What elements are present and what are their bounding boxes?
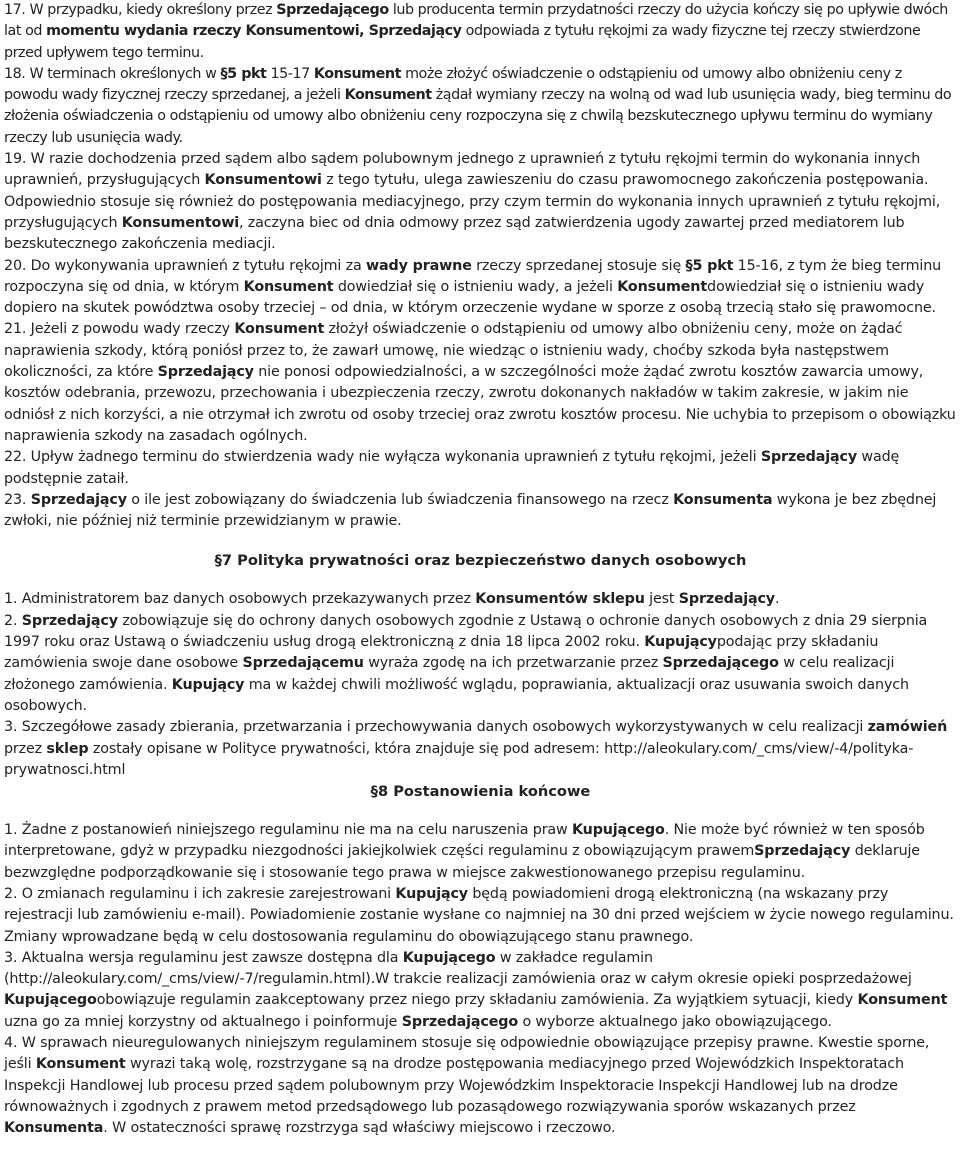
- bold-term: wady prawne: [366, 257, 472, 274]
- text-segment: rzeczy sprzedanej stosuje się: [471, 257, 686, 274]
- text-segment: dowiedział się o istnieniu wady, a jeżeli: [333, 278, 618, 295]
- bold-term: Sprzedający: [157, 364, 254, 381]
- text-segment: 1. Administratorem baz danych osobowych przekazywanych przez: [4, 591, 476, 608]
- bold-term: Sprzedający: [21, 612, 118, 629]
- text-segment: zostały opisane w Polityce prywatności, która znajduje się pod adresem: http://aleokulary.com/_cms/view/-4/polityka-prywatnosci.html: [4, 740, 914, 778]
- text-segment: 2. O zmianach regulaminu i ich zakresie zarejestrowani: [4, 885, 396, 902]
- text-segment: obowiązuje regulamin zaakceptowany przez niego przy składaniu zamówienia. Za wyjątkiem sytuacji, kiedy: [96, 992, 858, 1009]
- text-segment: w zakładce regulamin (http://aleokulary.com/_cms/view/-7/regulamin.html).W trakcie realizacji zamówienia oraz w całym okresie opieki posprzedażowej: [4, 949, 912, 988]
- paragraph: [4, 149, 957, 255]
- text-segment: lub producenta termin przydatności rzeczy do użycia kończy się po upływie dwóch lat od: [4, 2, 948, 40]
- paragraph: [4, 256, 957, 320]
- bold-term: §5 pkt: [220, 65, 267, 82]
- bold-term: Sprzedającego: [662, 655, 779, 672]
- text-segment: dowiedział się o istnieniu wady dopiero na skutek powództwa osoby trzeciej – od dnia, w którym orzeczenie wydane w sporze z osobą trzecią stało się prawomocne.: [4, 278, 936, 317]
- bold-term: Kupującego: [571, 822, 665, 839]
- paragraph: [4, 948, 957, 1033]
- bold-term: Kupujący: [171, 676, 245, 693]
- text-segment: o wyborze aktualnego jako obowiązującego.: [518, 1013, 832, 1030]
- bold-term: Konsument: [234, 321, 325, 338]
- text-segment: uzna go za mniej korzystny od aktualnego i poinformuje: [4, 1013, 402, 1030]
- text-segment: przez: [4, 740, 47, 757]
- bold-term: Konsument: [617, 278, 708, 295]
- bold-term: §5 pkt: [685, 257, 734, 274]
- bold-term: Konsumentowi: [121, 214, 240, 231]
- bold-term: Konsumenta: [673, 491, 773, 508]
- bold-term: Konsumenta: [4, 1120, 104, 1137]
- text-segment: . Nie może być również w ten sposób interpretowane, gdyż w przypadku niezgodności jakiejkolwiek części regulaminu z obowiązującym prawem: [4, 822, 925, 860]
- paragraph: [4, 717, 957, 781]
- bold-term: Konsument: [857, 992, 948, 1009]
- text-segment: podając przy składaniu zamówienia swoje dane osobowe: [4, 634, 879, 672]
- paragraph: [4, 490, 957, 533]
- text-segment: z tego tytułu, ulega zawieszeniu do czasu prawomocnego zakończenia postępowania. Odpowiednio stosuje się również do postępowania mediacyjnego, przy czym termin do wykonania innych uprawnień z tytułu rękojmi, przysługujących: [4, 172, 941, 231]
- text-segment: odpowiada z tytułu rękojmi za wady fizyczne tej rzeczy stwierdzone przed upływem tego terminu.: [4, 23, 921, 61]
- bold-term: Sprzedającego: [276, 2, 389, 18]
- text-segment: 17. W przypadku, kiedy określony przez: [4, 2, 277, 18]
- bold-term: Kupujący: [644, 634, 717, 651]
- text-segment: w celu realizacji złożonego zamówienia.: [4, 655, 895, 693]
- bold-term: Sprzedający: [678, 591, 775, 608]
- section-7-heading: §7 Polityka prywatności oraz bezpieczeństwo danych osobowych: [214, 552, 747, 570]
- paragraph: [4, 64, 957, 149]
- bold-term: Konsument: [344, 87, 432, 104]
- text-segment: 19. W razie dochodzenia przed sądem albo sądem polubownym jednego z uprawnień z tytułu rękojmi termin do wykonania innych uprawnień, przysługujących: [4, 151, 921, 189]
- paragraph: [4, 1033, 957, 1139]
- text-segment: 20. Do wykonywania uprawnień z tytułu rękojmi za: [4, 257, 366, 274]
- text-segment: zobowiązuje się do ochrony danych osobowych zgodnie z Ustawą o ochronie danych osobowych z dnia 29 sierpnia 1997 roku oraz Ustawą o świadczeniu usług drogą elektroniczną z dnia 18 lipca 2002 roku.: [4, 612, 928, 651]
- bold-term: sklep: [46, 740, 89, 757]
- text-segment: 3. Szczegółowe zasady zbierania, przetwarzania i przechowywania danych osobowych wykorzystywanych w celu realizacji: [4, 719, 868, 736]
- text-segment: 15-17: [266, 65, 314, 82]
- text-segment: ma w każdej chwili możliwość wglądu, poprawiania, aktualizacji oraz usuwania swoich danych osobowych.: [4, 676, 909, 714]
- text-segment: 22. Upływ żadnego terminu do stwierdzenia wady nie wyłącza wykonania uprawnień z tytułu rękojmi, jeżeli: [4, 449, 761, 466]
- text-segment: 23.: [4, 491, 31, 508]
- text-segment: .: [774, 591, 780, 608]
- paragraph: [4, 0, 957, 64]
- text-segment: deklaruje bezwzględne podporządkowanie się i stosowanie tego prawa w miejsce zakwestionowanego przepisu regulaminu.: [4, 843, 920, 881]
- bold-term: Sprzedającego: [401, 1013, 519, 1030]
- text-segment: złożył oświadczenie o odstąpieniu od umowy albo obniżeniu ceny, może on żądać naprawienia szkody, którą poniósł przez to, że zawarł umowę, nie wiedząc o istnieniu wady, choćby szkoda była następstwem okoliczności, za które: [4, 321, 903, 381]
- bold-term: momentu wydania rzeczy Konsumentowi, Sprzedający: [46, 23, 462, 40]
- text-segment: 21. Jeżeli z powodu wady rzeczy: [4, 321, 235, 338]
- bold-term: Kupującego: [402, 949, 496, 966]
- text-segment: wadę podstępnie zataił.: [4, 449, 900, 487]
- text-segment: wykona je bez zbędnej zwłoki, nie później niż terminie przewidzianym w prawie.: [4, 491, 937, 530]
- text-segment: 1. Żadne z postanowień niniejszego regulaminu nie ma na celu naruszenia praw: [4, 822, 572, 839]
- text-segment: wyraża zgodę na ich przetwarzanie przez: [363, 655, 663, 672]
- bold-term: Konsument: [35, 1056, 126, 1073]
- paragraph: [4, 820, 957, 884]
- text-segment: może złożyć oświadczenie o odstąpieniu od umowy albo obniżeniu ceny z powodu wady fizycznej rzeczy sprzedanej, a jeżeli: [4, 65, 902, 104]
- section-returns: [4, 0, 957, 532]
- text-segment: jest: [644, 591, 679, 608]
- bold-term: Sprzedający: [754, 843, 851, 860]
- text-segment: nie ponosi odpowiedzialności, a w szczególności może żądać zwrotu kosztów zawarcia umowy, kosztów odebrania, przewozu, przechowania i ubezpieczenia rzeczy, zwrotu dokonanych nakładów w takim zakresie, w jakim nie odniósł z nich korzyści, a nie otrzymał ich zwrotu od osoby trzeciej oraz zwrotu kosztów procesu. Nie uchybia to przepisom o obowiązku naprawienia szkody na zasadach ogólnych.: [4, 364, 956, 444]
- paragraph: [4, 589, 957, 610]
- bold-term: Konsumentów sklepu: [475, 591, 645, 608]
- bold-term: Kupujący: [395, 885, 468, 902]
- section-8-heading: §8 Postanowienia końcowe: [370, 783, 591, 801]
- bold-term: zamówień: [867, 719, 948, 736]
- bold-term: Sprzedający: [760, 449, 858, 466]
- text-segment: 4. W sprawach nieuregulowanych niniejszym regulaminem stosuje się odpowiednie obowiązujące przepisy prawne. Kwestie sporne, jeśli: [4, 1035, 930, 1073]
- paragraph: [4, 447, 957, 490]
- bold-term: Konsument: [243, 278, 334, 295]
- text-segment: . W ostateczności sprawę rozstrzyga sąd właściwy miejscowo i rzeczowo.: [103, 1120, 616, 1137]
- text-segment: wyrazi taką wolę, rozstrzygane są na drodze postępowania mediacyjnego przed Wojewódzkich Inspektoratach Inspekcji Handlowej lub procesu przed sądem polubownym przy Wojewódzkim Inspektoracie Inspekcji Handlowej lub na drodze równoważnych i zgodnych z prawem metod przedsądowego lub pozasądowego rozwiązywania sporów wskazanych przez: [4, 1056, 904, 1115]
- text-segment: żądał wymiany rzeczy na wolną od wad lub usunięcia wady, bieg terminu do złożenia oświadczenia o odstąpieniu od umowy albo obniżeniu ceny rozpoczyna się z chwilą bezskutecznego upływu terminu do wymiany rzeczy lub usunięcia wady.: [4, 87, 952, 146]
- paragraph: [4, 319, 957, 447]
- paragraph: [4, 884, 957, 948]
- bold-term: Kupującego: [4, 992, 97, 1009]
- section-8-final-provisions: [4, 820, 957, 1139]
- section-7-privacy: [4, 589, 957, 781]
- text-segment: , zaczyna biec od dnia odmowy przez sąd zatwierdzenia ugody zawartej przed mediatorem lub bezskutecznego zakończenia mediacji.: [4, 214, 905, 253]
- text-segment: 3. Aktualna wersja regulaminu jest zawsze dostępna dla: [4, 949, 403, 966]
- text-segment: 18. W terminach określonych w: [4, 65, 221, 82]
- paragraph: [4, 611, 957, 717]
- bold-term: Konsument: [313, 65, 401, 82]
- text-segment: o ile jest zobowiązany do świadczenia lub świadczenia finansowego na rzecz: [126, 491, 674, 508]
- bold-term: Konsumentowi: [204, 172, 322, 189]
- text-segment: 15-16, z tym że bieg terminu rozpoczyna się od dnia, w którym: [4, 257, 942, 295]
- bold-term: Sprzedający: [30, 491, 127, 508]
- text-segment: będą powiadomieni drogą elektroniczną (na wskazany przy rejestracji lub zamówieniu e-mail). Powiadomienie zostanie wysłane co najmniej na 30 dni przed wejściem w życie nowego regulaminu. Zmiany wprowadzane będą w celu dostosowania regulaminu do obowiązującego stanu prawnego.: [4, 885, 954, 945]
- bold-term: Sprzedającemu: [242, 655, 364, 672]
- text-segment: 2.: [4, 612, 22, 629]
